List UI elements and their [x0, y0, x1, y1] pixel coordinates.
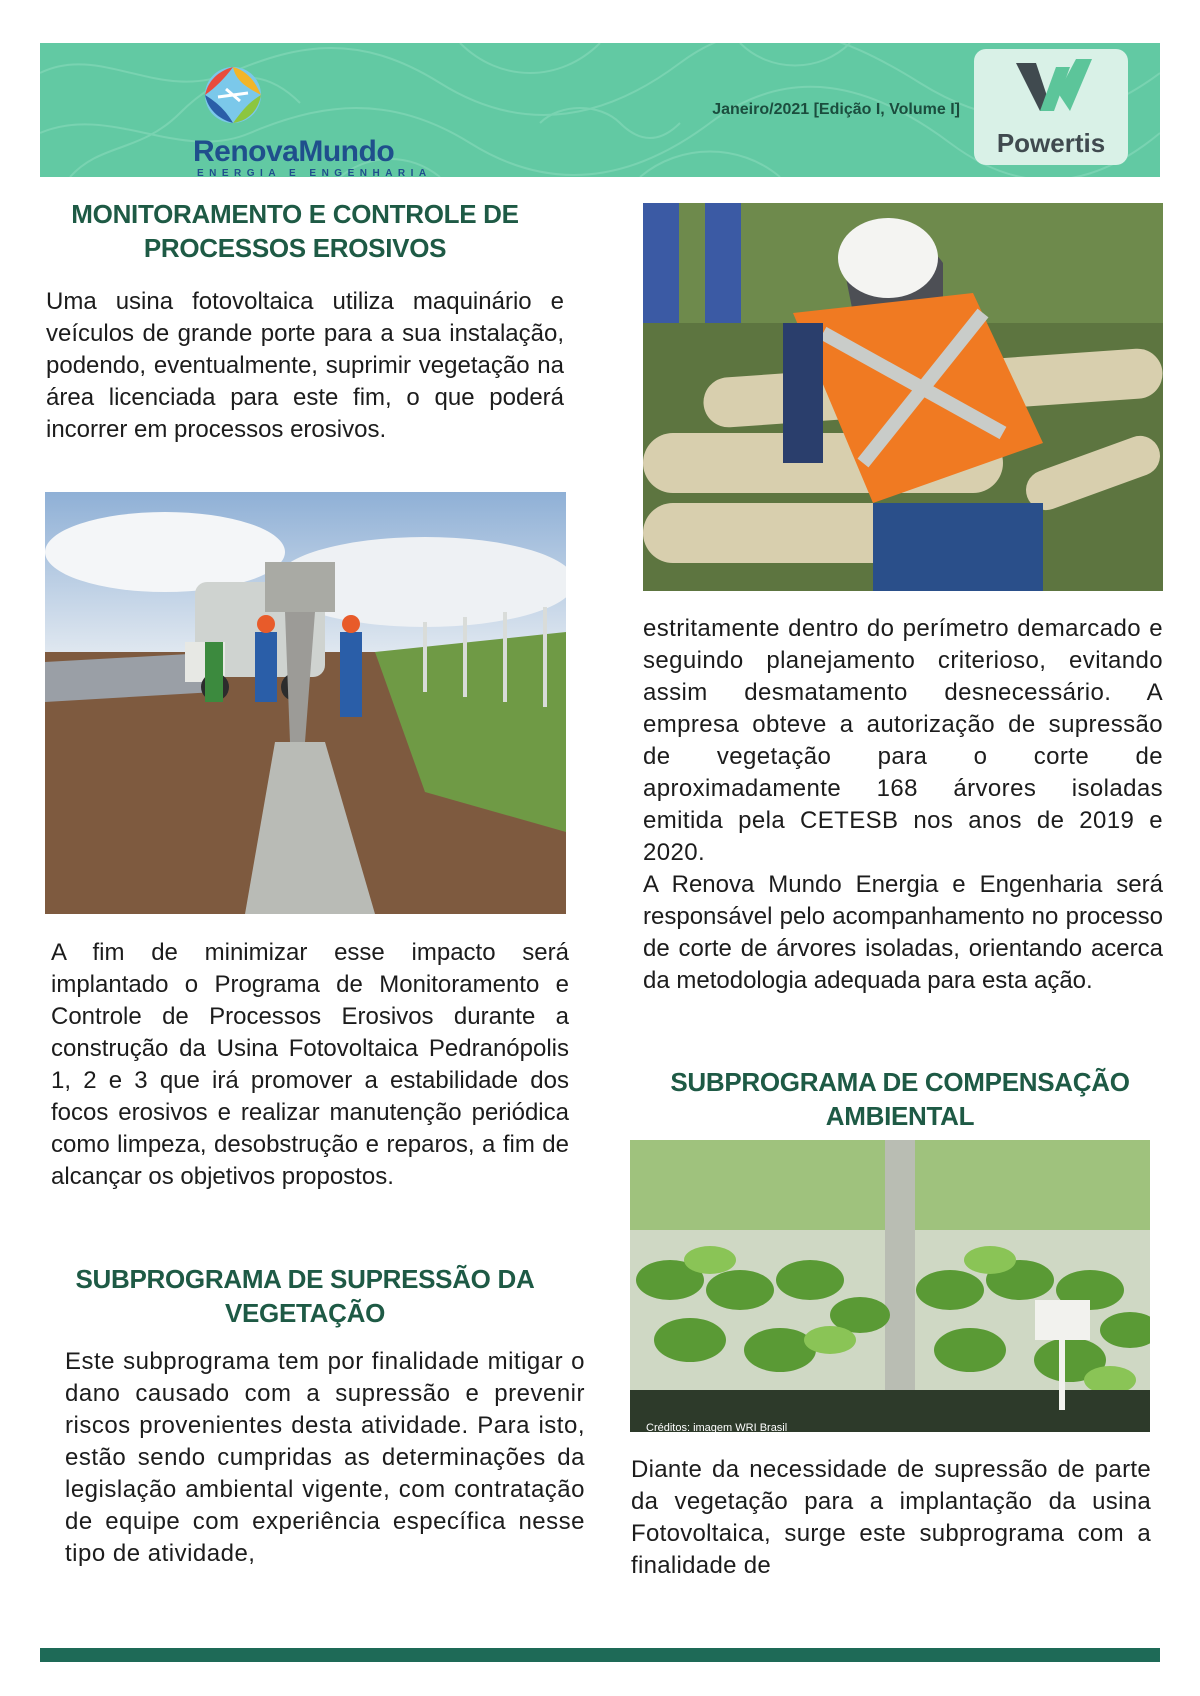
suppression-heading: SUBPROGRAMA DE SUPRESSÃO DA VEGETAÇÃO [75, 1264, 535, 1328]
globe-logo-icon [118, 57, 348, 137]
concrete-truck-illustration [45, 492, 566, 914]
erosion-intro-paragraph: Uma usina fotovoltaica utiliza maquinário e veículos de grande porte para a sua instalação, podendo, eventualmente, suprimir vegetação na área licenciada para este fim, o que poderá incorrer em processos erosivos. [46, 288, 564, 443]
brand-right-name: Powertis [996, 128, 1106, 158]
concrete-truck-photo [45, 492, 566, 914]
footer-bar [40, 1648, 1160, 1662]
renova-mundo-logo [118, 57, 432, 177]
suppression-body-left: Este subprograma tem por finalidade mitigar o dano causado com a supressão e prevenir riscos provenientes desta atividade. Para isto, estão sendo cumpridas as determinações da legislação ambiental vigente, com contratação de equipe com experiência específica nesse tipo de atividade, [65, 1348, 585, 1567]
powertis-w-icon [974, 49, 1128, 129]
tree-cutting-photo [643, 203, 1163, 591]
seedlings-illustration [630, 1140, 1150, 1432]
seedlings-photo [630, 1140, 1150, 1432]
powertis-logo [974, 49, 1128, 165]
compensation-body-paragraph: Diante da necessidade de supressão de parte da vegetação para a implantação da usina Fotovoltaica, surge este subprograma com a finalidade de [631, 1456, 1151, 1579]
suppression-body-right-2: A Renova Mundo Energia e Engenharia será responsável pelo acompanhamento no processo de corte de árvores isoladas, orientando acerca da metodologia adequada para esta ação. [643, 871, 1163, 994]
tree-cutting-illustration [643, 203, 1163, 591]
brand-left-name: RenovaMundo [193, 135, 395, 168]
suppression-body-right: estritamente dentro do perímetro demarcado e seguindo planejamento criterioso, evitando assim desmatamento desnecessário. A empresa obteve a autorização de supressão de vegetação para o corte de aproximadamente 168 árvores isoladas emitida pela CETESB nos anos de 2019 e 2020. [643, 615, 1163, 866]
photo-credit: Créditos: imagem WRI Brasil [646, 1422, 788, 1432]
edition-label: Janeiro/2021 [Edição I, Volume I] [712, 101, 960, 118]
compensation-heading: SUBPROGRAMA DE COMPENSAÇÃO AMBIENTAL [670, 1067, 1130, 1131]
header-band [40, 43, 1160, 177]
brand-left-tagline: ENERGIA E ENGENHARIA [197, 168, 432, 177]
erosion-heading: MONITORAMENTO E CONTROLE DE PROCESSOS EROSIVOS [71, 199, 519, 263]
erosion-body-paragraph: A fim de minimizar esse impacto será implantado o Programa de Monitoramento e Controle de Processos Erosivos durante a construção da Usina Fotovoltaica Pedranópolis 1, 2 e 3 que irá promover a estabilidade dos focos erosivos e realizar manutenção periódica como limpeza, desobstrução e reparos, a fim de alcançar os objetivos propostos. [51, 939, 569, 1190]
